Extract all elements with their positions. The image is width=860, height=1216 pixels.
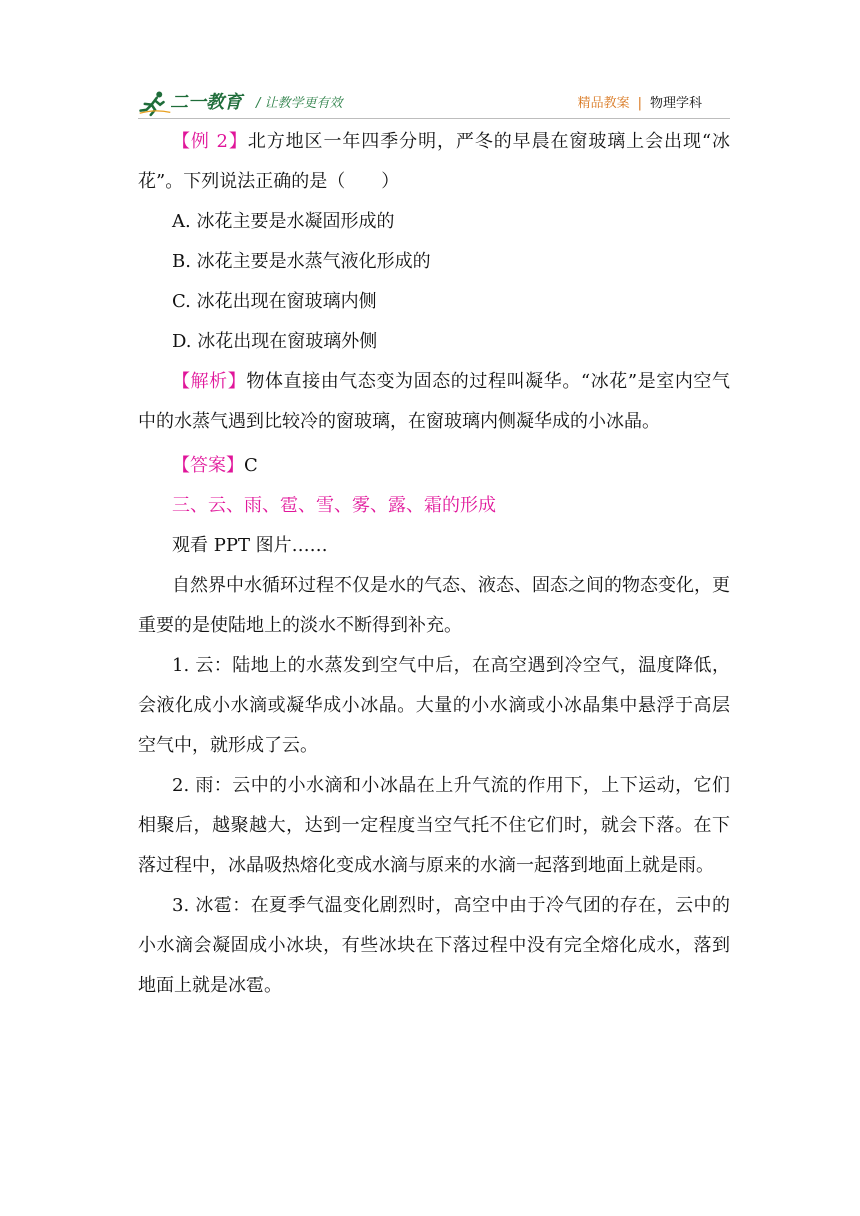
analysis — [138, 362, 730, 442]
section-paragraph: 自然界中水循环过程不仅是水的气态、液态、固态之间的物态变化，更重要的是使陆地上的淡水不断得到补充。 — [138, 575, 730, 636]
item-cloud: 1. 云：陆地上的水蒸发到空气中后，在高空遇到冷空气，温度降低，会液化成小水滴或凝华成小冰晶。大量的小水滴或小冰晶集中悬浮于高层空气中，就形成了云。 — [138, 655, 730, 756]
example-question-text: 北方地区一年四季分明，严冬的早晨在窗玻璃上会出现“冰花”。下列说法正确的是（ ） — [138, 131, 730, 192]
option-b: B. 冰花主要是水蒸气液化形成的 — [172, 251, 431, 272]
header-divider — [138, 118, 730, 119]
analysis-text: 物体直接由气态变为固态的过程叫凝华。“冰花”是室内空气中的水蒸气遇到比较冷的窗玻璃，在窗玻璃内侧凝华成的小冰晶。 — [138, 371, 731, 432]
section-heading: 三、云、雨、雹、雪、雾、露、霜的形成 — [172, 495, 496, 516]
header-right — [578, 92, 702, 111]
option-d: D. 冰花出现在窗玻璃外侧 — [172, 331, 378, 352]
answer-text: C — [244, 455, 258, 476]
answer — [138, 446, 730, 486]
analysis-tag: 【解析】 — [172, 371, 247, 392]
option-a: A. 冰花主要是水凝固形成的 — [172, 211, 395, 232]
header-subject: 物理学科 — [649, 96, 702, 111]
page-header — [138, 84, 730, 120]
answer-tag: 【答案】 — [172, 455, 244, 476]
header-separator: | — [637, 96, 642, 111]
brand-name: 二一教育 — [170, 92, 242, 113]
brand-slogan: / 让教学更有效 — [256, 96, 343, 111]
item-hail: 3. 冰雹：在夏季气温变化剧烈时，高空中由于冷气团的存在，云中的小水滴会凝固成小冰块，有些冰块在下落过程中没有完全熔化成水，落到地面上就是冰雹。 — [138, 895, 730, 996]
example-tag: 【例 2】 — [172, 131, 248, 152]
header-category: 精品教案 — [577, 96, 630, 111]
item-rain: 2. 雨：云中的小水滴和小冰晶在上升气流的作用下，上下运动，它们相聚后，越聚越大，达到一定程度当空气托不住它们时，就会下落。在下落过程中，冰晶吸热熔化变成水滴与原来的水滴一起落到地面上就是雨。 — [138, 775, 730, 876]
document-body — [138, 122, 730, 1006]
example-question — [138, 122, 730, 202]
option-c: C. 冰花出现在窗玻璃内侧 — [172, 291, 377, 312]
section-intro: 观看 PPT 图片…… — [172, 535, 328, 556]
runner-logo-icon — [138, 88, 172, 118]
